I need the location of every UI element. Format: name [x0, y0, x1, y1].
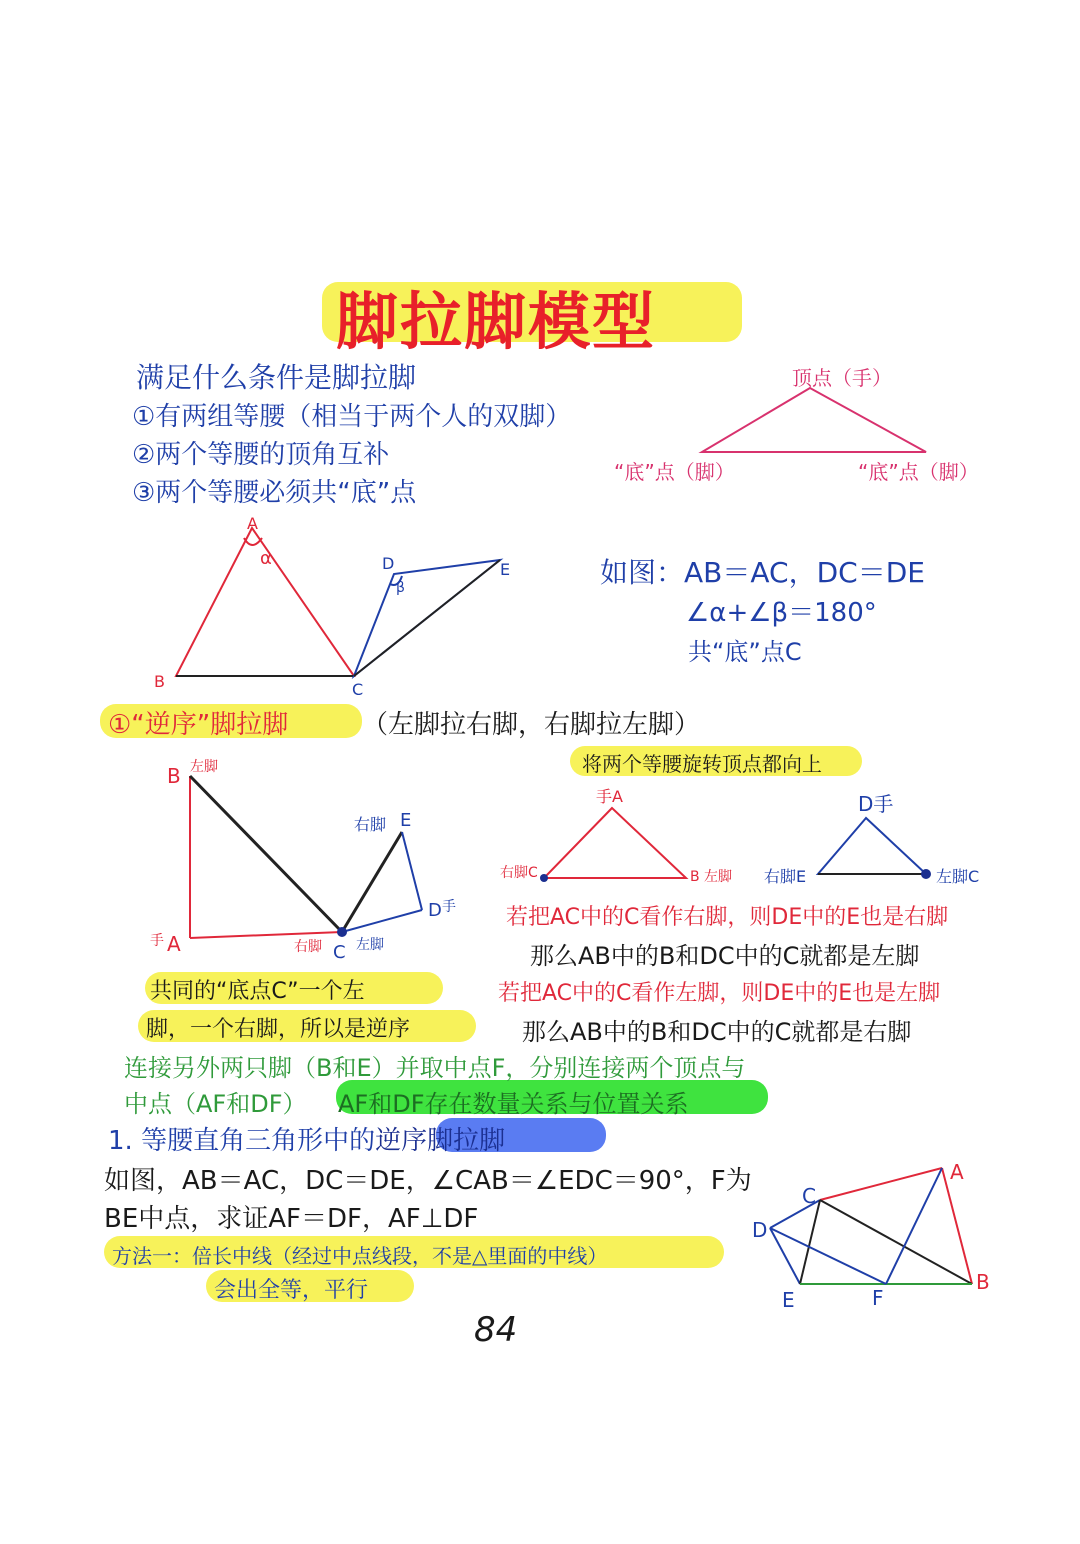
fig2-a: A — [167, 932, 181, 956]
fig1-label-b: B — [154, 672, 165, 691]
fig3-blue-c-dot — [921, 869, 931, 879]
page-number: 84 — [474, 1310, 518, 1350]
problem-line-2: BE中点，求证AF＝DF，AF⊥DF — [104, 1204, 479, 1234]
fig1-text-1: 如图：AB＝AC，DC＝DE — [600, 556, 925, 589]
fig1-label-alpha: α — [260, 548, 272, 569]
method-line-2: 会出全等，平行 — [214, 1278, 369, 1303]
fig2-e: E — [400, 810, 412, 831]
left-base-label: “底”点（脚） — [614, 460, 735, 484]
fig2-c-tag-left: 右脚 — [294, 939, 322, 955]
section1-heading-rest: （左脚拉右脚，右脚拉左脚） — [362, 710, 701, 740]
fig4-e: E — [782, 1288, 795, 1312]
fig4-d: D — [752, 1218, 768, 1242]
fig1-text-2: ∠α+∠β＝180° — [686, 598, 877, 628]
fig3-d: D手 — [858, 792, 894, 816]
fig2-b: B — [167, 764, 181, 788]
problem-heading-highlight-text: 逆序脚拉脚 — [375, 1126, 506, 1156]
fig3-a: 手A — [596, 787, 623, 806]
fig3-red-triangle — [544, 808, 686, 878]
fig4-f: F — [872, 1286, 884, 1310]
fig3-blue-triangle — [818, 818, 926, 874]
section1-heading: ①“逆序”脚拉脚 — [108, 710, 289, 740]
fig1-text-3: 共“底”点C — [688, 638, 802, 666]
fig2-ac — [190, 932, 342, 938]
fig4-df — [770, 1228, 886, 1284]
fig3-left-e: 右脚E — [764, 867, 807, 886]
page-title: 脚拉脚模型 — [336, 285, 657, 358]
fig1-triangle-abc — [176, 528, 354, 676]
fig2-e-tag: 右脚 — [354, 815, 387, 834]
explain-line-2: 那么AB中的B和DC中的C就都是左脚 — [530, 942, 920, 970]
conditions-heading: 满足什么条件是脚拉脚 — [136, 361, 417, 394]
condition-item-2: ②两个等腰的顶角互补 — [132, 440, 390, 470]
fig1-label-e: E — [500, 560, 511, 579]
fig4-cb — [820, 1200, 972, 1284]
explain-line-3: 若把AC中的C看作左脚，则DE中的E也是左脚 — [498, 981, 941, 1006]
fig1-label-d: D — [382, 554, 395, 573]
fig4-b: B — [976, 1270, 990, 1294]
connect-line-2-highlight: AF和DF存在数量关系与位置关系 — [338, 1090, 689, 1118]
fig3-right-c: 左脚C — [936, 867, 980, 886]
rotate-note: 将两个等腰旋转顶点都向上 — [582, 752, 822, 776]
fig3-right-b: B 左脚 — [690, 869, 733, 885]
fig1-label-c: C — [352, 680, 364, 699]
common-note-1: 共同的“底点C”一个左 — [150, 979, 365, 1004]
fig4-a: A — [950, 1160, 964, 1184]
fig2-b-tag: 左脚 — [190, 759, 218, 775]
fig4-c: C — [802, 1184, 816, 1208]
fig4-ce — [800, 1200, 820, 1284]
method-line-1: 方法一：倍长中线（经过中点线段，不是△里面的中线） — [112, 1244, 608, 1268]
fig2-d-tag: 手 — [442, 899, 456, 915]
fig4-ca — [820, 1168, 942, 1200]
fig4-dc — [770, 1200, 820, 1228]
fig4-af — [886, 1168, 942, 1284]
fig3-red-c-dot — [540, 874, 548, 882]
fig2-d: D — [428, 900, 442, 921]
fig3-left-c: 右脚C — [500, 865, 538, 881]
explain-line-4: 那么AB中的B和DC中的C就都是右脚 — [522, 1018, 912, 1046]
condition-item-1: ①有两组等腰（相当于两个人的双脚） — [132, 402, 572, 432]
fig1-label-beta: β — [396, 580, 405, 596]
problem-heading-prefix: 1. 等腰直角三角形中的 — [108, 1126, 376, 1156]
apex-label: 顶点（手） — [792, 366, 892, 390]
fig2-ed — [402, 832, 422, 910]
iso-triangle — [702, 388, 926, 452]
connect-line-2: 中点（AF和DF） — [124, 1090, 307, 1118]
common-note-2: 脚，一个右脚，所以是逆序 — [146, 1017, 411, 1042]
fig4-ab — [942, 1168, 972, 1284]
fig2-c: C — [333, 942, 346, 963]
fig2-c-dot — [337, 927, 347, 937]
connect-line-1: 连接另外两只脚（B和E）并取中点F，分别连接两个顶点与 — [124, 1054, 746, 1082]
fig2-a-tag: 手 — [150, 933, 164, 949]
fig2-c-tag-right: 左脚 — [356, 937, 384, 953]
condition-item-3: ③两个等腰必须共“底”点 — [132, 478, 417, 508]
fig2-bc — [190, 776, 342, 932]
right-base-label: “底”点（脚） — [858, 460, 979, 484]
fig1-label-a: A — [247, 514, 258, 533]
problem-line-1: 如图，AB＝AC，DC＝DE，∠CAB＝∠EDC＝90°，F为 — [104, 1166, 752, 1196]
fig4-de — [770, 1228, 800, 1284]
explain-line-1: 若把AC中的C看作右脚，则DE中的E也是右脚 — [506, 905, 949, 930]
